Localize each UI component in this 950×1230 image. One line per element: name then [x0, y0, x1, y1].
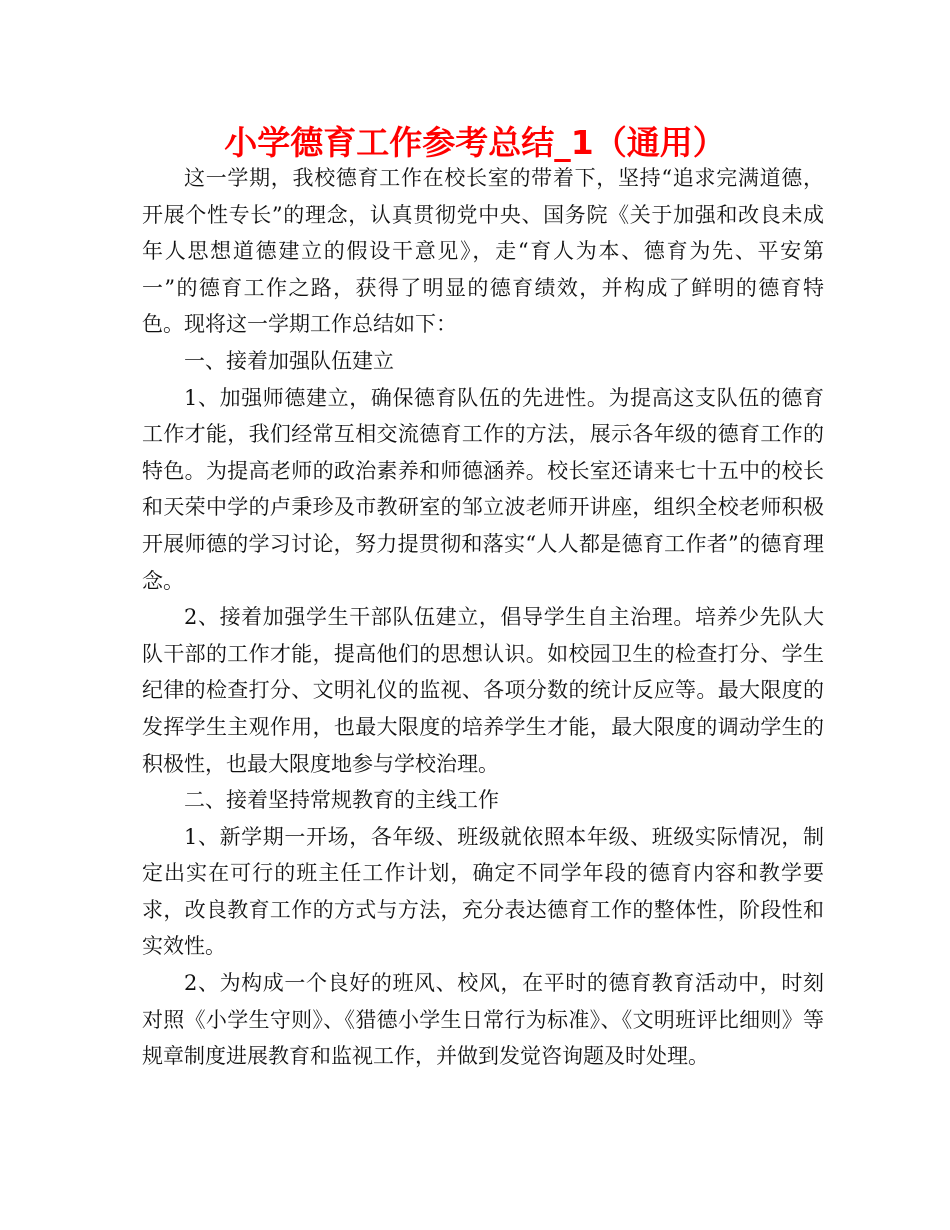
- paragraph-1-1: 1、加强师德建立，确保德育队伍的先进性。为提高这支队伍的德育工作才能，我们经常互相交流德育工作的方法，展示各年级的德育工作的特色。为提高老师的政治素养和师德涵养。校长室还请来七十五中的校长和天荣中学的卢秉珍及市教研室的邹立波老师开讲座，组织全校老师积极开展师德的学习讨论，努力提贯彻和落实“人人都是德育工作者”的德育理念。: [142, 385, 824, 593]
- paragraph-1-2: 2、接着加强学生干部队伍建立，倡导学生自主治理。培养少先队大队干部的工作才能，提高他们的思想认识。如校园卫生的检查打分、学生纪律的检查打分、文明礼仪的监视、各项分数的统计反应等。最大限度的发挥学生主观作用，也最大限度的培养学生才能，最大限度的调动学生的积极性，也最大限度地参与学校治理。: [142, 605, 824, 776]
- paragraph-2-1: 1、新学期一开场，各年级、班级就依照本年级、班级实际情况，制定出实在可行的班主任工作计划，确定不同学年段的德育内容和教学要求，改良教育工作的方式与方法，充分表达德育工作的整体性，阶段性和实效性。: [142, 824, 824, 959]
- section-heading-1: 一、接着加强队伍建立: [184, 348, 394, 373]
- intro-paragraph: 这一学期，我校德育工作在校长室的带着下，坚持“追求完满道德，开展个性专长”的理念，认真贯彻党中央、国务院《关于加强和改良未成年人思想道德建立的假设干意见》，走“育人为本、德育为先、平安第一”的德育工作之路，获得了明显的德育绩效，并构成了鲜明的德育特色。现将这一学期工作总结如下：: [142, 166, 824, 337]
- document-title: 小学德育工作参考总结_1（通用）: [224, 123, 726, 162]
- paragraph-2-2: 2、为构成一个良好的班风、校风，在平时的德育教育活动中，时刻对照《小学生守则》、《猎德小学生日常行为标准》、《文明班评比细则》等规章制度进展教育和监视工作，并做到发觉咨询题及时处理。: [142, 971, 824, 1069]
- document-body: [142, 160, 824, 1075]
- section-heading-2: 二、接着坚持常规教育的主线工作: [184, 788, 499, 813]
